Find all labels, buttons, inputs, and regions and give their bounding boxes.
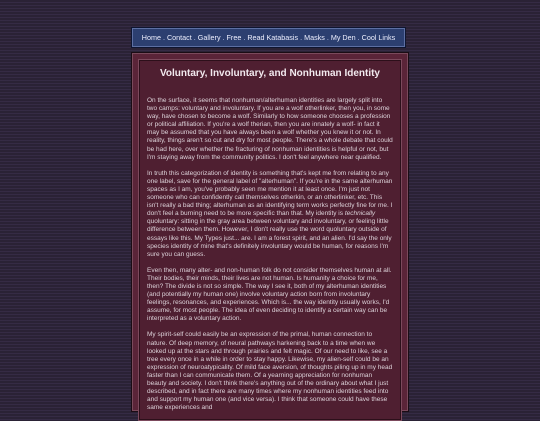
content-panel bbox=[131, 52, 409, 412]
nav-link-masks[interactable]: Masks bbox=[304, 33, 325, 42]
nav-separator: . bbox=[222, 33, 225, 42]
article-body bbox=[147, 97, 393, 412]
nav-link-home[interactable]: Home bbox=[141, 33, 161, 42]
nav-separator: . bbox=[193, 33, 196, 42]
top-navigation-bar bbox=[131, 27, 406, 48]
nav-separator: . bbox=[243, 33, 246, 42]
nav-link-my-den[interactable]: My Den bbox=[330, 33, 356, 42]
nav-separator: . bbox=[326, 33, 329, 42]
nav-separator: . bbox=[162, 33, 165, 42]
article-paragraph: Even then, many alter- and non-human folk do not consider themselves human at all. Their bodies, their minds, their lives are not human. Is humanity a choice for me, then? The divide is not so simple. The way I see it, both of my alterhuman identities (and potentially my human one) involve voluntary action born from involuntary feelings, resonances, and experiences. Which is... the way identity usually works, I'd assume, for most people. The idea of even deciding to identify a certain way can be interpreted as a voluntary action. bbox=[147, 266, 392, 323]
nav-link-cool-links[interactable]: Cool Links bbox=[361, 33, 396, 42]
emphasis-text: technically bbox=[344, 210, 376, 218]
nav-link-contact[interactable]: Contact bbox=[166, 33, 192, 42]
nav-separator: . bbox=[300, 33, 303, 42]
nav-link-gallery[interactable]: Gallery bbox=[197, 33, 221, 42]
nav-separator: . bbox=[357, 33, 360, 42]
article-paragraph: On the surface, it seems that nonhuman/alterhuman identities are largely split into two camps: voluntary and involuntary. If you are a wolf otherlinker, then you, in some way, have chosen to become a wolf. Similarly to how someone chooses a profession or political affiliation. If you're a wolf therian, then you are innately a wolf- in fact it may be assumed that you have always been a wolf whether you knew it or not. In reality, things aren't so cut and dry for most people. There's a whole debate that could be had here, over whether the fracturing of nonhuman identities is helpful or not, but I'm staying away from the community politics. I don't feel anywhere near qualified. bbox=[147, 97, 393, 161]
article-box bbox=[138, 59, 402, 421]
nav-link-read-katabasis[interactable]: Read Katabasis bbox=[247, 33, 299, 42]
article-paragraph: My spirit-self could easily be an expression of the primal, human connection to nature. Of deep memory, of neural pathways harkening back to a time when we looked up at the stars and through prairies and felt magic. Of our need to like, see a tree every once in a while in order to stay happy. Likewise, my alien-self could be an expression of neuroatypicality. Of mild face aversion, of thoughts piling up in my head faster than I can communicate them. Of a yearning appreciation for nonhuman beauty and society. I don't think there's anything out of the ordinary about what I just described, and in fact there are many times where my nonhuman identities feed into and support my human one (and vice versa). I think that someone could have these same experiences and bbox=[147, 331, 393, 412]
article-paragraph bbox=[147, 170, 393, 259]
page-title: Voluntary, Involuntary, and Nonhuman Identity bbox=[159, 68, 380, 79]
nav-link-free[interactable]: Free bbox=[226, 33, 242, 42]
paragraph-text: In truth this categorization of identity is something that's kept me from relating to any one label, save for the general label of "alterhuman". If you're in the same alterhuman spaces as I am, you've probably seen me mention it at least once. I'm just not someone who can confidently call themselves otherkin, or an otherlinker, etc. This isn't really a bad thing; alterhuman as an identifying term works perfectly fine for me. I don't feel a burning need to be more specific than that. My identity is bbox=[147, 169, 393, 218]
nav-links bbox=[142, 33, 395, 42]
paragraph-text: quoluntary: sitting in the gray area between voluntary and involuntary, or feeling little difference between them. However, I don't really use the word quoluntary outside of essays like this. My Types just... are. I am a forest spirit, and an alien. I'd say the only species identity of mine that's definitely involuntary would be human, for reasons I'm sure you can guess. bbox=[147, 218, 392, 258]
